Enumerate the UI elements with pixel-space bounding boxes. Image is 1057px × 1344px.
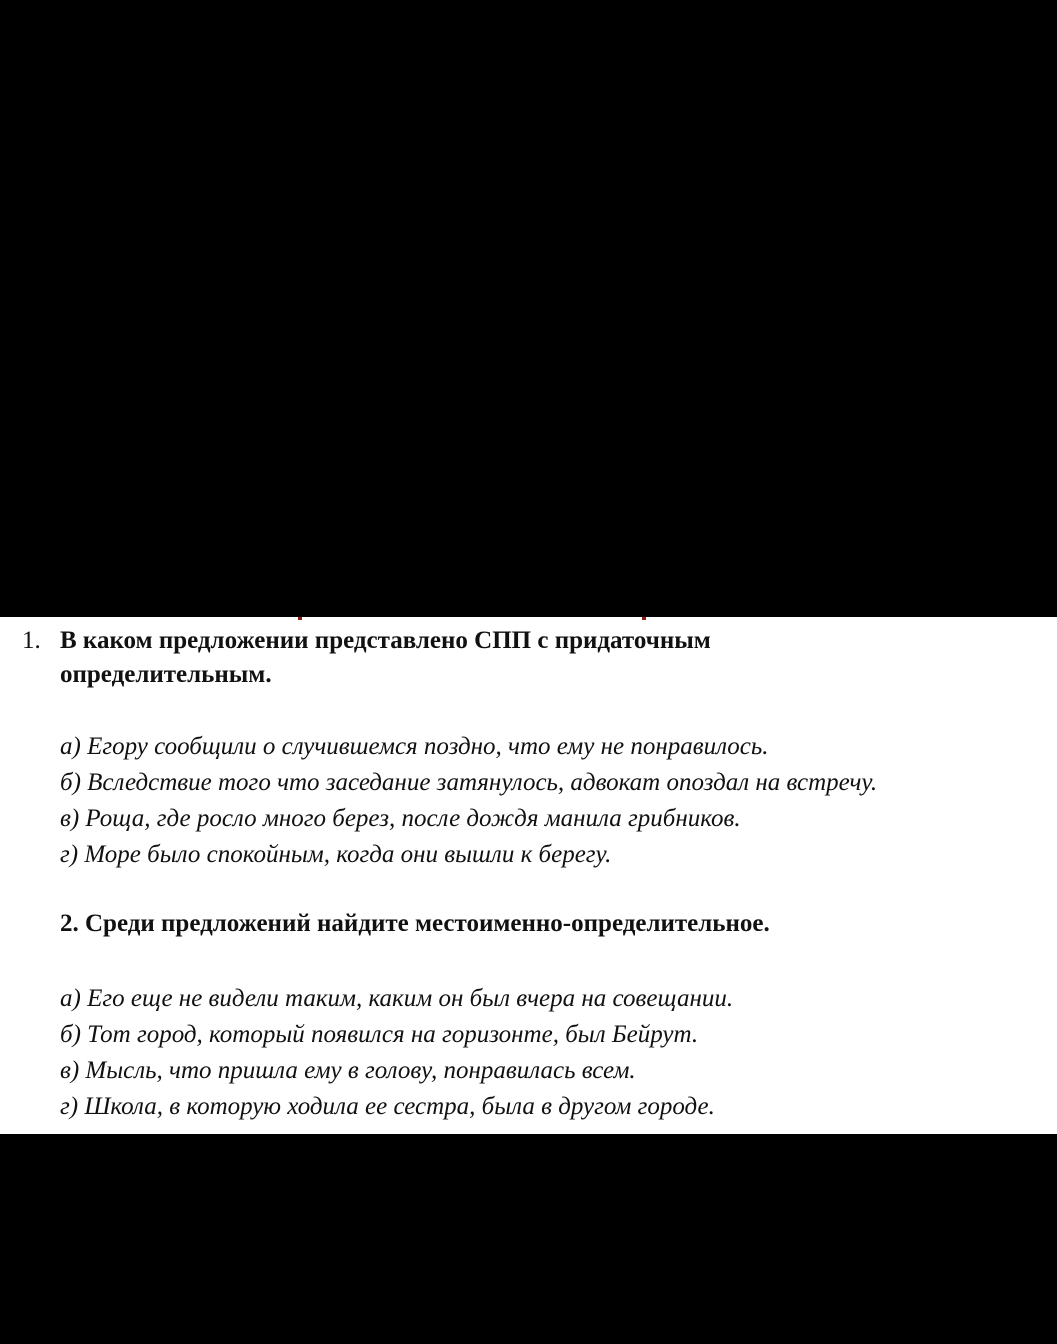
question-1-option-c: в) Роща, где росло много берез, после дождя манила грибников. [60,805,741,832]
question-2-option-b: б) Тот город, который появился на горизонте, был Бейрут. [60,1021,699,1048]
cropped-heading-remnant [290,617,670,620]
black-bottom-area [0,1134,1057,1344]
question-2-text: 2. Среди предложений найдите местоименно-определительное. [60,910,770,937]
question-2-option-c: в) Мысль, что пришла ему в голову, понравилась всем. [60,1057,636,1084]
question-2 [60,907,1057,941]
question-2-option-a: а) Его еще не видели таким, каким он был вчера на совещании. [60,985,734,1012]
question-2-option-d: г) Школа, в которую ходила ее сестра, была в другом городе. [60,1093,715,1120]
black-top-area [0,0,1057,617]
question-1-option-b: б) Вследствие того что заседание затянулось, адвокат опоздал на встречу. [60,769,878,796]
question-2-options [60,981,1057,1125]
question-1-options [60,729,1057,873]
question-1-option-d: г) Море было спокойным, когда они вышли к берегу. [60,841,612,868]
question-1-text-line1: В каком предложении представлено СПП с придаточным [60,627,711,654]
question-1-number: 1. [22,627,41,654]
question-1 [22,624,1042,692]
question-1-option-a: а) Егору сообщили о случившемся поздно, что ему не понравилось. [60,733,769,760]
question-1-text-line2: определительным. [60,661,272,688]
document-page [0,617,1057,1134]
